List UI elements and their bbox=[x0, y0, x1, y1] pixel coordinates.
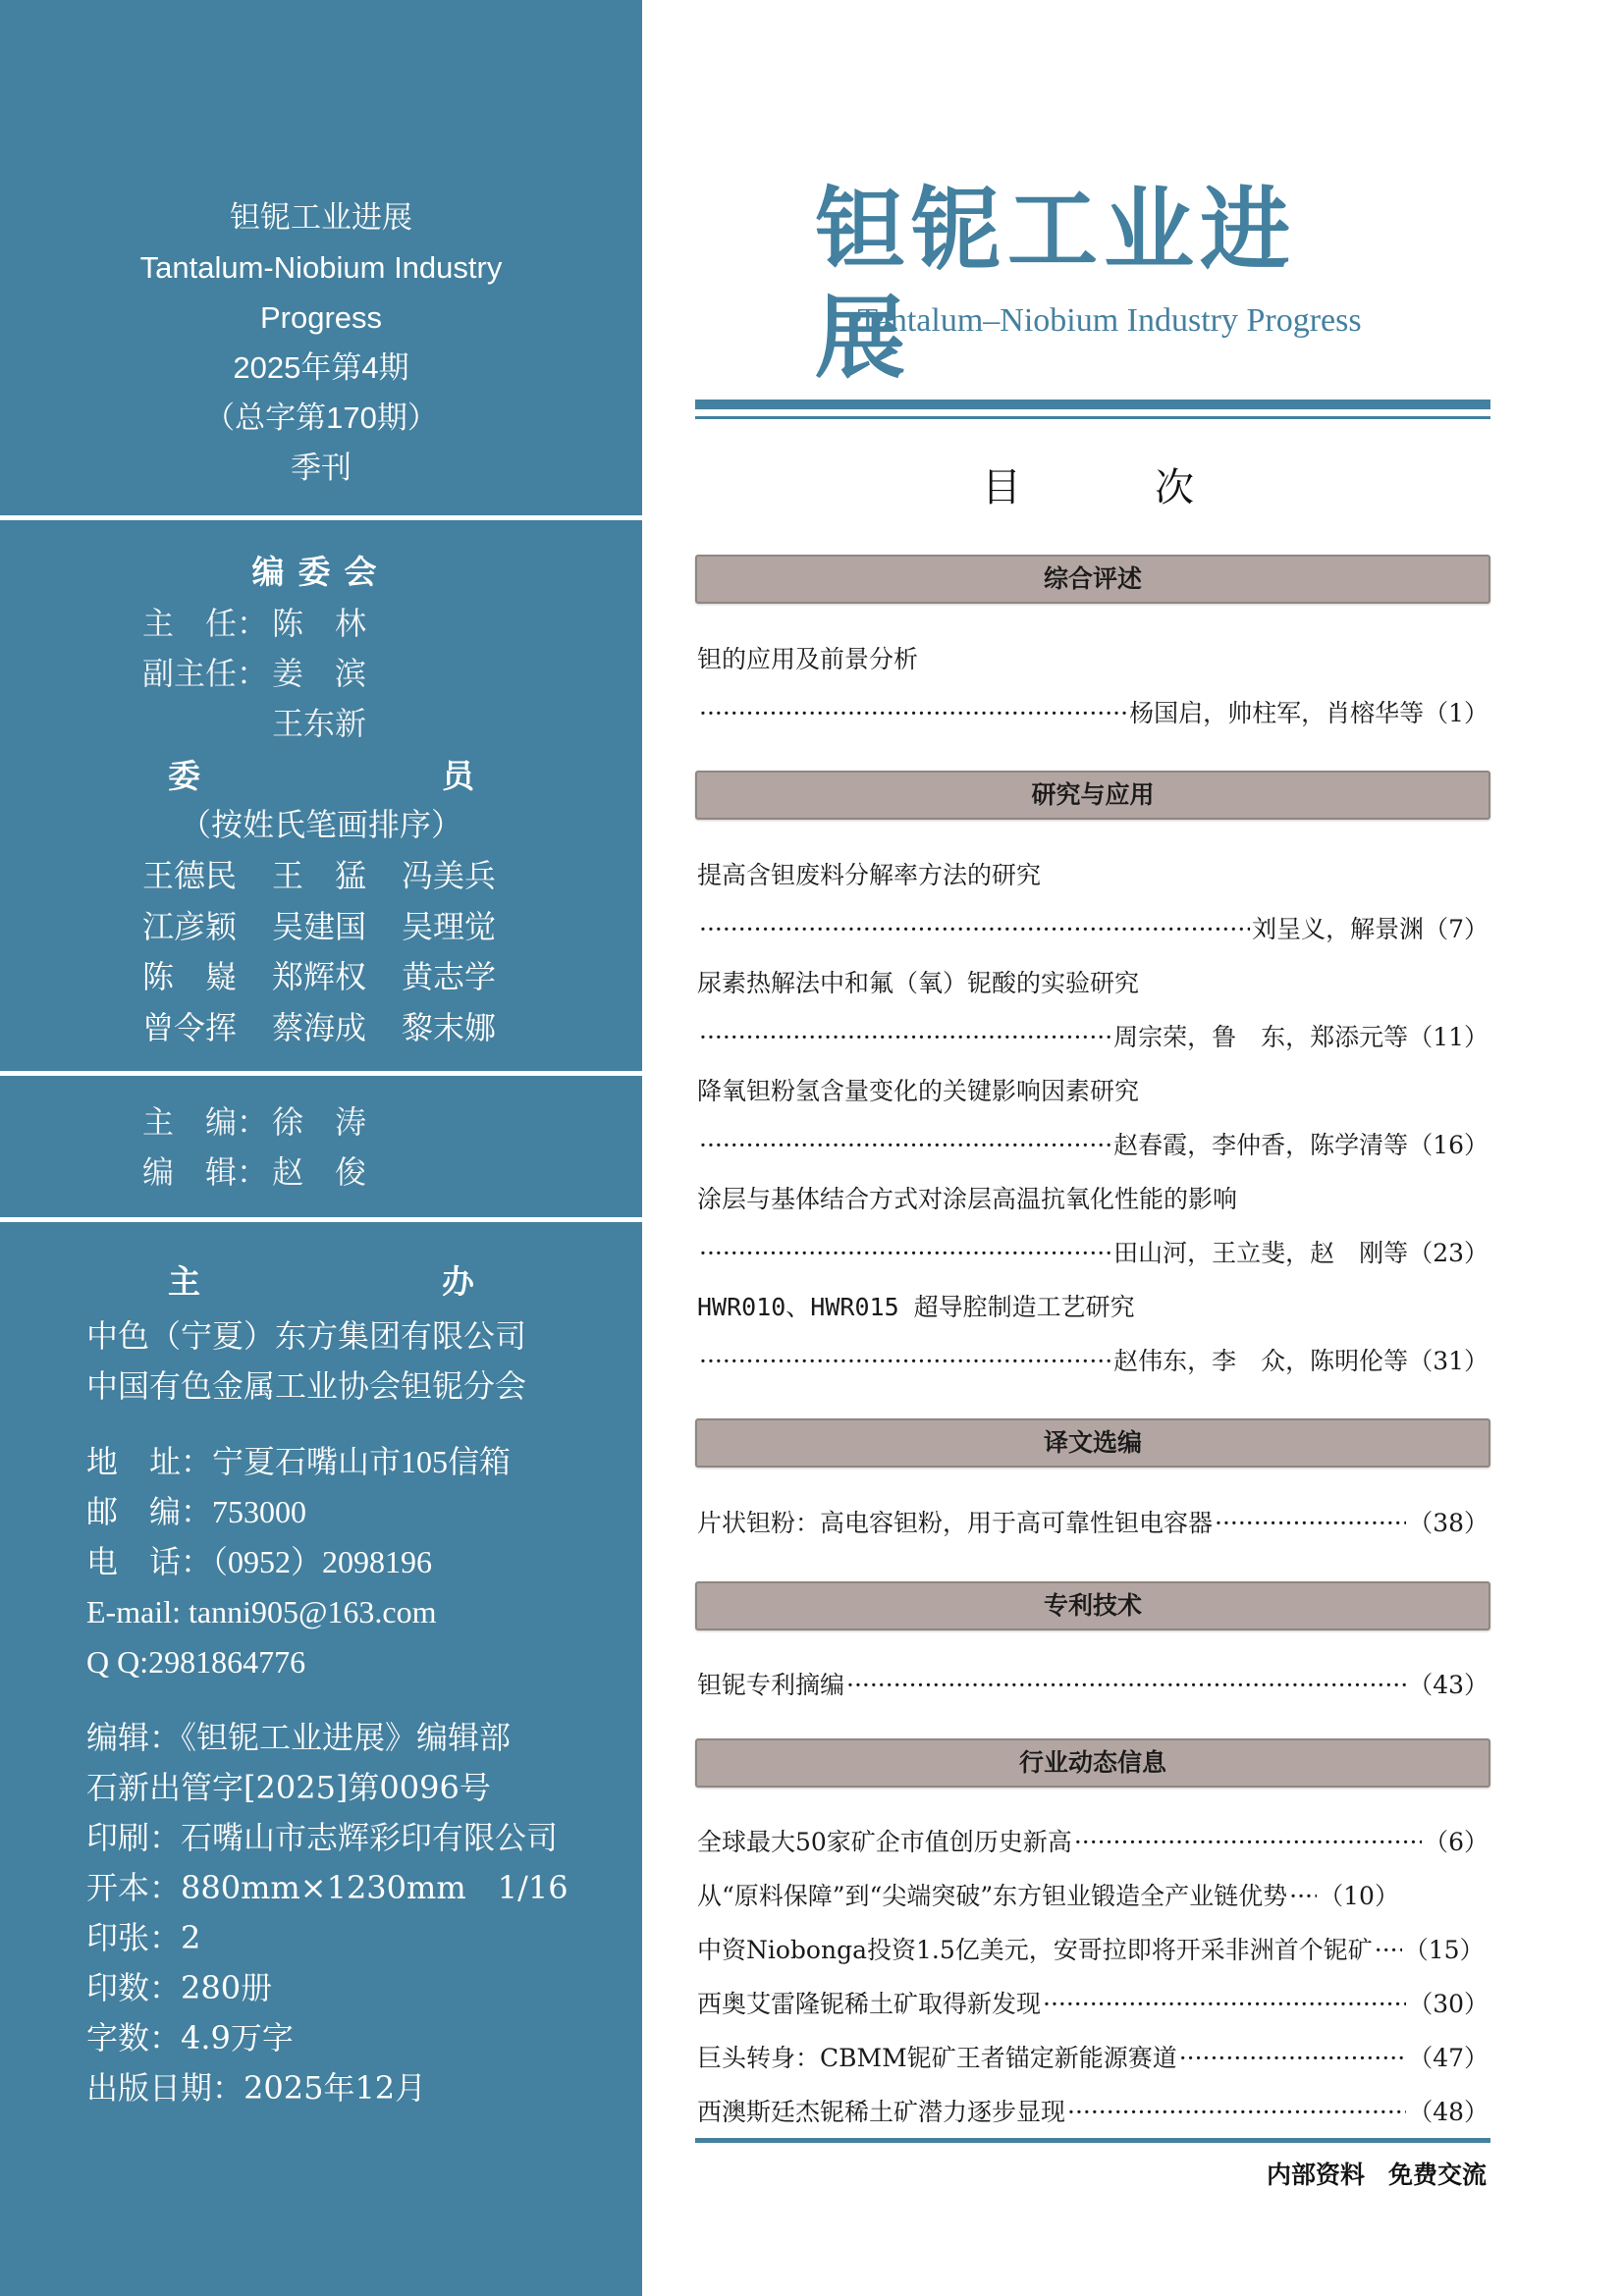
members-grid bbox=[142, 851, 531, 1053]
article-authors: 田山河，王立斐，赵 刚等 bbox=[1113, 1239, 1409, 1267]
left-info-panel bbox=[0, 0, 642, 2296]
article-page: （11） bbox=[1408, 1023, 1489, 1051]
header-rule-thin bbox=[695, 416, 1490, 419]
article-page: （10） bbox=[1319, 1882, 1399, 1910]
member-name: 黎末娜 bbox=[402, 1008, 497, 1046]
director-name: 陈 林 bbox=[272, 605, 367, 642]
article-entry[interactable] bbox=[697, 1669, 1489, 1702]
article-title: 西奥艾雷隆铌稀土矿取得新发现 bbox=[697, 1990, 1042, 2018]
journal-title-cn: 钽铌工业进展 bbox=[230, 200, 412, 235]
article-entry[interactable] bbox=[697, 1988, 1489, 2021]
pub-sheets: 印张：2 bbox=[86, 1919, 201, 1956]
article-entry[interactable] bbox=[697, 1934, 1489, 1967]
deputy-name: 王东新 bbox=[272, 705, 367, 742]
chief-editor-label: 主 编： bbox=[142, 1103, 269, 1141]
article-title: 巨头转身：CBMM铌矿王者锚定新能源赛道 bbox=[697, 2044, 1177, 2072]
contact-qq: Q Q:2981864776 bbox=[86, 1644, 306, 1680]
divider bbox=[0, 515, 642, 520]
article-title[interactable]: 降氧钽粉氢含量变化的关键影响因素研究 bbox=[697, 1077, 1140, 1105]
article-page: （48） bbox=[1408, 2098, 1489, 2126]
article-title[interactable]: 提高含钽废料分解率方法的研究 bbox=[697, 861, 1042, 889]
leader-dots bbox=[846, 1669, 1406, 1702]
article-entry[interactable] bbox=[697, 1826, 1489, 1859]
leader-dots bbox=[1043, 1988, 1406, 2021]
members-note: （按姓氏笔画排序） bbox=[179, 806, 462, 843]
members-heading: 委 员 bbox=[168, 757, 533, 795]
pub-print-run: 印数：280册 bbox=[86, 1969, 273, 2006]
article-byline[interactable] bbox=[697, 1237, 1489, 1270]
board-deputy-2 bbox=[272, 699, 366, 744]
article-page: （6） bbox=[1424, 1828, 1489, 1856]
leader-dots bbox=[1375, 1934, 1402, 1967]
pub-editor: 编辑：《钽铌工业进展》编辑部 bbox=[86, 1719, 512, 1756]
sponsor-org: 中国有色金属工业协会钽铌分会 bbox=[86, 1367, 527, 1405]
article-page: （15） bbox=[1403, 1936, 1485, 1964]
deputy-label: 副主任： bbox=[142, 655, 269, 692]
journal-title-en-line2: Progress bbox=[259, 300, 383, 335]
board-director bbox=[142, 599, 366, 644]
section-header-patents: 专利技术 bbox=[695, 1581, 1490, 1630]
toc-title: 目 次 bbox=[982, 465, 1241, 510]
member-name: 吴建国 bbox=[272, 907, 367, 945]
article-title: 中资Niobonga投资1.5亿美元，安哥拉即将开采非洲首个铌矿 bbox=[697, 1936, 1373, 1964]
editor-name: 赵 俊 bbox=[272, 1153, 367, 1191]
member-name: 黄志学 bbox=[402, 958, 497, 995]
members-row bbox=[142, 952, 531, 1003]
board-deputy bbox=[142, 649, 366, 694]
journal-logo-cn: 钽铌工业进展 bbox=[815, 178, 1297, 391]
article-page: （1） bbox=[1424, 699, 1489, 727]
article-title: 片状钽粉：高电容钽粉，用于高可靠性钽电容器 bbox=[697, 1509, 1214, 1537]
member-name: 王德民 bbox=[142, 857, 238, 894]
article-title[interactable]: 尿素热解法中和氟（氧）铌酸的实验研究 bbox=[697, 969, 1140, 997]
total-issue-number: （总字第170期） bbox=[204, 400, 438, 435]
member-name: 蔡海成 bbox=[272, 1008, 367, 1046]
sponsor-org: 中色（宁夏）东方集团有限公司 bbox=[86, 1317, 527, 1355]
article-authors: 刘呈义，解景渊 bbox=[1252, 915, 1425, 943]
editor bbox=[142, 1148, 366, 1193]
editor-label: 编 辑： bbox=[142, 1153, 269, 1191]
pub-printer: 印刷：石嘴山市志辉彩印有限公司 bbox=[86, 1819, 559, 1856]
footer-internal: 内部资料 bbox=[1266, 2161, 1365, 2189]
article-byline[interactable] bbox=[697, 697, 1489, 730]
article-authors: 赵伟东，李 众，陈明伦等 bbox=[1113, 1347, 1409, 1375]
contact-email: E-mail: tanni905@163.com bbox=[86, 1594, 437, 1629]
article-authors: 赵春霞，李仲香，陈学清等 bbox=[1113, 1131, 1409, 1159]
article-page: （38） bbox=[1408, 1509, 1489, 1537]
leader-dots bbox=[699, 1237, 1111, 1270]
members-row bbox=[142, 851, 531, 902]
divider bbox=[0, 1071, 642, 1076]
leader-dots bbox=[1289, 1880, 1317, 1913]
journal-title-en-line1: Tantalum-Niobium Industry bbox=[139, 250, 503, 285]
article-entry[interactable] bbox=[697, 2042, 1489, 2075]
article-page: （30） bbox=[1408, 1990, 1489, 2018]
leader-dots bbox=[699, 1345, 1111, 1378]
article-title[interactable]: 涂层与基体结合方式对涂层高温抗氧化性能的影响 bbox=[697, 1185, 1238, 1213]
article-authors: 杨国启，帅柱军，肖榕华等 bbox=[1129, 699, 1425, 727]
leader-dots bbox=[1179, 2042, 1406, 2075]
journal-logo-en: Tantalum–Niobium Industry Progress bbox=[857, 302, 1362, 339]
section-header-industry-news: 行业动态信息 bbox=[695, 1738, 1490, 1788]
article-page: （16） bbox=[1408, 1131, 1489, 1159]
member-name: 陈 嶷 bbox=[142, 958, 238, 995]
members-row bbox=[142, 1003, 531, 1054]
pub-format: 开本：880mm×1230mm 1/16 bbox=[86, 1869, 568, 1906]
divider bbox=[0, 1217, 642, 1222]
article-entry[interactable] bbox=[697, 1880, 1489, 1913]
publication-frequency: 季刊 bbox=[291, 451, 352, 485]
article-authors: 周宗荣，鲁 东，郑添元等 bbox=[1113, 1023, 1409, 1051]
contact-postcode: 邮 编：753000 bbox=[86, 1494, 307, 1529]
article-byline[interactable] bbox=[697, 913, 1489, 946]
spacer bbox=[86, 1687, 568, 1713]
leader-dots bbox=[699, 913, 1250, 946]
footer-rule bbox=[695, 2138, 1490, 2143]
article-title: 西澳斯廷杰铌稀土矿潜力逐步显现 bbox=[697, 2098, 1066, 2126]
article-byline[interactable] bbox=[697, 1021, 1489, 1054]
header-rule-thick bbox=[695, 400, 1490, 409]
deputy-name: 姜 滨 bbox=[272, 655, 367, 692]
member-name: 曾令挥 bbox=[142, 1008, 238, 1046]
masthead bbox=[0, 192, 642, 493]
leader-dots bbox=[1067, 2096, 1406, 2129]
contact-address: 地 址：宁夏石嘴山市105信箱 bbox=[86, 1444, 512, 1479]
article-title[interactable]: 钽的应用及前景分析 bbox=[697, 645, 919, 673]
article-title: 钽铌专利摘编 bbox=[697, 1671, 845, 1699]
footer-free: 免费交流 bbox=[1387, 2161, 1487, 2189]
spacer bbox=[86, 1412, 568, 1437]
chief-editor bbox=[142, 1097, 366, 1143]
chief-editor-name: 徐 涛 bbox=[272, 1103, 367, 1141]
article-page: （31） bbox=[1408, 1347, 1489, 1375]
leader-dots bbox=[699, 1021, 1111, 1054]
member-name: 吴理觉 bbox=[402, 907, 497, 945]
sponsor-heading: 主 办 bbox=[168, 1262, 533, 1301]
sponsor-info bbox=[86, 1311, 568, 2113]
leader-dots bbox=[699, 1129, 1111, 1162]
member-name: 王 猛 bbox=[272, 857, 367, 894]
section-header-research: 研究与应用 bbox=[695, 771, 1490, 820]
article-page: （7） bbox=[1424, 915, 1489, 943]
article-page: （47） bbox=[1408, 2044, 1489, 2072]
article-byline[interactable] bbox=[697, 1345, 1489, 1378]
section-header-translations: 译文选编 bbox=[695, 1418, 1490, 1468]
director-label: 主 任： bbox=[142, 605, 269, 642]
article-entry[interactable] bbox=[697, 2096, 1489, 2129]
issue-number: 2025年第4期 bbox=[233, 350, 409, 385]
footer-note bbox=[1267, 2156, 1487, 2191]
contact-phone: 电 话：（0952）2098196 bbox=[86, 1544, 433, 1579]
member-name: 江彦颖 bbox=[142, 907, 238, 945]
article-title: 从“原料保障”到“尖端突破”东方钽业锻造全产业链优势 bbox=[697, 1882, 1288, 1910]
article-entry[interactable] bbox=[697, 1507, 1489, 1540]
article-title: 全球最大50家矿企市值创历史新高 bbox=[697, 1828, 1072, 1856]
board-heading: 编委会 bbox=[251, 553, 391, 591]
section-header-review: 综合评述 bbox=[695, 555, 1490, 604]
leader-dots bbox=[1074, 1826, 1422, 1859]
leader-dots bbox=[1215, 1507, 1406, 1540]
leader-dots bbox=[699, 697, 1127, 730]
member-name: 郑辉权 bbox=[272, 958, 367, 995]
pub-word-count: 字数：4.9万字 bbox=[86, 2019, 294, 2056]
article-title[interactable]: HWR010、HWR015 超导腔制造工艺研究 bbox=[697, 1293, 1135, 1321]
pub-license: 石新出管字[2025]第0096号 bbox=[86, 1769, 491, 1806]
article-page: （43） bbox=[1408, 1671, 1489, 1699]
members-row bbox=[142, 902, 531, 953]
article-page: （23） bbox=[1408, 1239, 1489, 1267]
member-name: 冯美兵 bbox=[402, 857, 497, 894]
article-byline[interactable] bbox=[697, 1129, 1489, 1162]
pub-date: 出版日期：2025年12月 bbox=[86, 2069, 427, 2107]
